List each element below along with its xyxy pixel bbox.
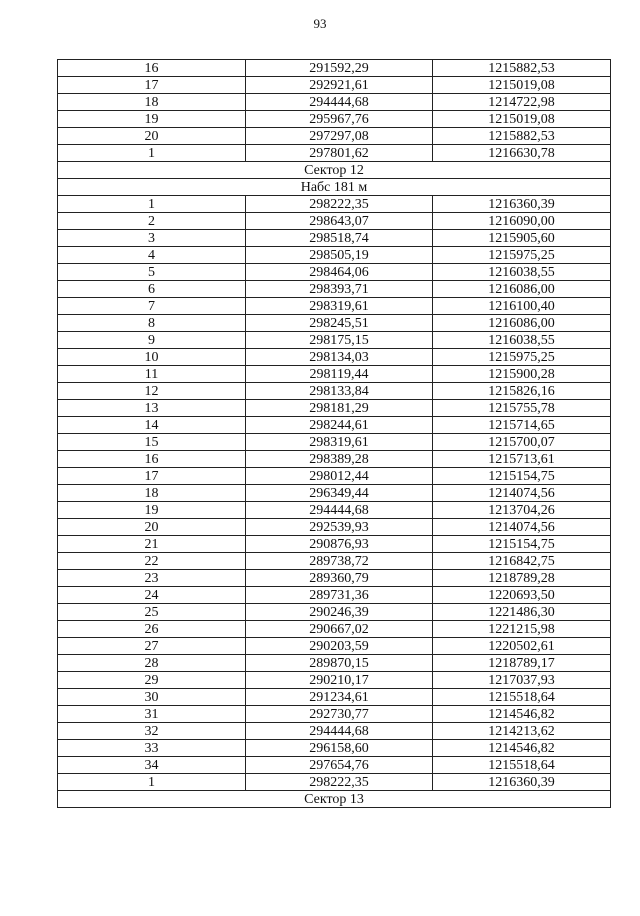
table-row [58, 247, 611, 264]
table-row [58, 485, 611, 502]
section-header-row [58, 179, 611, 196]
point-number-cell: 6 [58, 281, 246, 298]
y-coordinate-cell: 1220502,61 [433, 638, 611, 655]
x-coordinate-cell: 292921,61 [246, 77, 433, 94]
x-coordinate-cell: 298119,44 [246, 366, 433, 383]
y-coordinate-cell: 1216360,39 [433, 774, 611, 791]
y-coordinate-cell: 1215713,61 [433, 451, 611, 468]
table-row [58, 298, 611, 315]
x-coordinate-cell: 298393,71 [246, 281, 433, 298]
table-row [58, 332, 611, 349]
x-coordinate-cell: 298181,29 [246, 400, 433, 417]
table-row [58, 400, 611, 417]
y-coordinate-cell: 1218789,17 [433, 655, 611, 672]
x-coordinate-cell: 298319,61 [246, 298, 433, 315]
table-row [58, 196, 611, 213]
point-number-cell: 19 [58, 111, 246, 128]
y-coordinate-cell: 1216086,00 [433, 281, 611, 298]
y-coordinate-cell: 1215900,28 [433, 366, 611, 383]
x-coordinate-cell: 298389,28 [246, 451, 433, 468]
point-number-cell: 4 [58, 247, 246, 264]
table-row [58, 655, 611, 672]
y-coordinate-cell: 1213704,26 [433, 502, 611, 519]
point-number-cell: 2 [58, 213, 246, 230]
y-coordinate-cell: 1215714,65 [433, 417, 611, 434]
point-number-cell: 14 [58, 417, 246, 434]
x-coordinate-cell: 296349,44 [246, 485, 433, 502]
point-number-cell: 16 [58, 451, 246, 468]
y-coordinate-cell: 1216086,00 [433, 315, 611, 332]
y-coordinate-cell: 1216842,75 [433, 553, 611, 570]
page-number: 93 [313, 16, 327, 31]
section-header-row [58, 791, 611, 808]
x-coordinate-cell: 298222,35 [246, 196, 433, 213]
table-row [58, 774, 611, 791]
table-row [58, 230, 611, 247]
point-number-cell: 32 [58, 723, 246, 740]
point-number-cell: 24 [58, 587, 246, 604]
x-coordinate-cell: 298175,15 [246, 332, 433, 349]
point-number-cell: 13 [58, 400, 246, 417]
coordinates-table-body [58, 60, 611, 808]
x-coordinate-cell: 295967,76 [246, 111, 433, 128]
table-row [58, 417, 611, 434]
x-coordinate-cell: 298505,19 [246, 247, 433, 264]
point-number-cell: 5 [58, 264, 246, 281]
point-number-cell: 33 [58, 740, 246, 757]
x-coordinate-cell: 298518,74 [246, 230, 433, 247]
point-number-cell: 26 [58, 621, 246, 638]
point-number-cell: 27 [58, 638, 246, 655]
point-number-cell: 1 [58, 196, 246, 213]
x-coordinate-cell: 298643,07 [246, 213, 433, 230]
point-number-cell: 15 [58, 434, 246, 451]
table-row [58, 706, 611, 723]
section-header: Сектор 13 [58, 791, 611, 808]
y-coordinate-cell: 1214074,56 [433, 485, 611, 502]
table-row [58, 349, 611, 366]
x-coordinate-cell: 298245,51 [246, 315, 433, 332]
y-coordinate-cell: 1215882,53 [433, 128, 611, 145]
point-number-cell: 10 [58, 349, 246, 366]
point-number-cell: 19 [58, 502, 246, 519]
table-row [58, 366, 611, 383]
x-coordinate-cell: 296158,60 [246, 740, 433, 757]
y-coordinate-cell: 1216360,39 [433, 196, 611, 213]
y-coordinate-cell: 1214546,82 [433, 740, 611, 757]
x-coordinate-cell: 289738,72 [246, 553, 433, 570]
x-coordinate-cell: 298222,35 [246, 774, 433, 791]
table-row [58, 315, 611, 332]
table-row [58, 519, 611, 536]
x-coordinate-cell: 292730,77 [246, 706, 433, 723]
x-coordinate-cell: 298319,61 [246, 434, 433, 451]
y-coordinate-cell: 1214546,82 [433, 706, 611, 723]
point-number-cell: 1 [58, 774, 246, 791]
table-row [58, 383, 611, 400]
y-coordinate-cell: 1216038,55 [433, 332, 611, 349]
x-coordinate-cell: 291234,61 [246, 689, 433, 706]
table-row [58, 111, 611, 128]
point-number-cell: 18 [58, 94, 246, 111]
table-row [58, 213, 611, 230]
y-coordinate-cell: 1215975,25 [433, 349, 611, 366]
y-coordinate-cell: 1215975,25 [433, 247, 611, 264]
x-coordinate-cell: 292539,93 [246, 519, 433, 536]
y-coordinate-cell: 1215518,64 [433, 689, 611, 706]
point-number-cell: 17 [58, 468, 246, 485]
point-number-cell: 22 [58, 553, 246, 570]
point-number-cell: 20 [58, 519, 246, 536]
y-coordinate-cell: 1215826,16 [433, 383, 611, 400]
x-coordinate-cell: 297801,62 [246, 145, 433, 162]
table-row [58, 264, 611, 281]
point-number-cell: 8 [58, 315, 246, 332]
point-number-cell: 25 [58, 604, 246, 621]
y-coordinate-cell: 1218789,28 [433, 570, 611, 587]
table-row [58, 638, 611, 655]
x-coordinate-cell: 298244,61 [246, 417, 433, 434]
point-number-cell: 9 [58, 332, 246, 349]
table-row [58, 570, 611, 587]
x-coordinate-cell: 297297,08 [246, 128, 433, 145]
y-coordinate-cell: 1215019,08 [433, 111, 611, 128]
table-row [58, 740, 611, 757]
y-coordinate-cell: 1216100,40 [433, 298, 611, 315]
table-row [58, 723, 611, 740]
table-row [58, 145, 611, 162]
y-coordinate-cell: 1215154,75 [433, 468, 611, 485]
coordinates-table [57, 59, 611, 808]
y-coordinate-cell: 1215882,53 [433, 60, 611, 77]
table-row [58, 128, 611, 145]
point-number-cell: 16 [58, 60, 246, 77]
point-number-cell: 21 [58, 536, 246, 553]
table-row [58, 757, 611, 774]
table-row [58, 604, 611, 621]
y-coordinate-cell: 1214213,62 [433, 723, 611, 740]
section-header: Набс 181 м [58, 179, 611, 196]
x-coordinate-cell: 290203,59 [246, 638, 433, 655]
x-coordinate-cell: 294444,68 [246, 723, 433, 740]
x-coordinate-cell: 290246,39 [246, 604, 433, 621]
point-number-cell: 7 [58, 298, 246, 315]
x-coordinate-cell: 290876,93 [246, 536, 433, 553]
table-row [58, 468, 611, 485]
point-number-cell: 3 [58, 230, 246, 247]
point-number-cell: 18 [58, 485, 246, 502]
y-coordinate-cell: 1215154,75 [433, 536, 611, 553]
section-header-row [58, 162, 611, 179]
table-row [58, 672, 611, 689]
x-coordinate-cell: 289731,36 [246, 587, 433, 604]
y-coordinate-cell: 1220693,50 [433, 587, 611, 604]
x-coordinate-cell: 289360,79 [246, 570, 433, 587]
x-coordinate-cell: 294444,68 [246, 502, 433, 519]
x-coordinate-cell: 290210,17 [246, 672, 433, 689]
point-number-cell: 29 [58, 672, 246, 689]
x-coordinate-cell: 298464,06 [246, 264, 433, 281]
table-row [58, 94, 611, 111]
x-coordinate-cell: 289870,15 [246, 655, 433, 672]
table-row [58, 281, 611, 298]
x-coordinate-cell: 290667,02 [246, 621, 433, 638]
y-coordinate-cell: 1221486,30 [433, 604, 611, 621]
point-number-cell: 28 [58, 655, 246, 672]
y-coordinate-cell: 1215019,08 [433, 77, 611, 94]
x-coordinate-cell: 298012,44 [246, 468, 433, 485]
table-row [58, 60, 611, 77]
x-coordinate-cell: 291592,29 [246, 60, 433, 77]
x-coordinate-cell: 298133,84 [246, 383, 433, 400]
table-row [58, 621, 611, 638]
table-row [58, 434, 611, 451]
x-coordinate-cell: 298134,03 [246, 349, 433, 366]
y-coordinate-cell: 1217037,93 [433, 672, 611, 689]
y-coordinate-cell: 1216038,55 [433, 264, 611, 281]
table-row [58, 536, 611, 553]
x-coordinate-cell: 297654,76 [246, 757, 433, 774]
point-number-cell: 12 [58, 383, 246, 400]
y-coordinate-cell: 1216630,78 [433, 145, 611, 162]
table-row [58, 689, 611, 706]
y-coordinate-cell: 1215700,07 [433, 434, 611, 451]
table-row [58, 587, 611, 604]
section-header: Сектор 12 [58, 162, 611, 179]
y-coordinate-cell: 1215518,64 [433, 757, 611, 774]
x-coordinate-cell: 294444,68 [246, 94, 433, 111]
y-coordinate-cell: 1214074,56 [433, 519, 611, 536]
y-coordinate-cell: 1216090,00 [433, 213, 611, 230]
y-coordinate-cell: 1215755,78 [433, 400, 611, 417]
point-number-cell: 30 [58, 689, 246, 706]
point-number-cell: 17 [58, 77, 246, 94]
y-coordinate-cell: 1221215,98 [433, 621, 611, 638]
point-number-cell: 34 [58, 757, 246, 774]
point-number-cell: 31 [58, 706, 246, 723]
table-row [58, 451, 611, 468]
table-row [58, 77, 611, 94]
y-coordinate-cell: 1214722,98 [433, 94, 611, 111]
point-number-cell: 20 [58, 128, 246, 145]
point-number-cell: 1 [58, 145, 246, 162]
y-coordinate-cell: 1215905,60 [433, 230, 611, 247]
table-row [58, 553, 611, 570]
point-number-cell: 11 [58, 366, 246, 383]
point-number-cell: 23 [58, 570, 246, 587]
table-row [58, 502, 611, 519]
